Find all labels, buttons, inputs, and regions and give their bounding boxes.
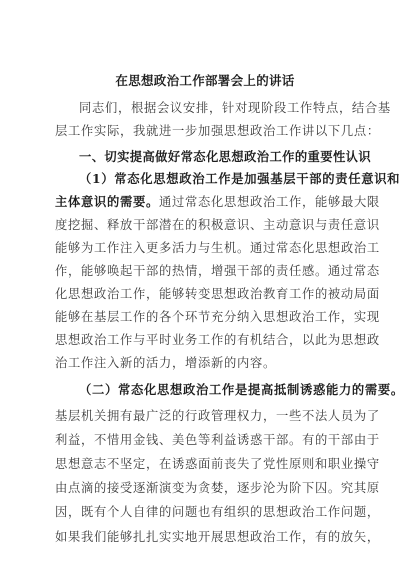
subsection-2-body-line: 如果我们能够扎扎实实地开展思想政治工作，有的放矢， (55, 530, 380, 544)
section-heading-1: 一、切实提高做好常态化思想政治工作的重要性认识 (79, 149, 372, 164)
subsection-1-body-line: 能够为工作注入更多活力与生机。通过常态化思想政治工 (55, 241, 380, 255)
subsection-1-body-line: 能够在基层工作的各个环节充分纳入思想政治工作，实现 (55, 310, 380, 324)
subsection-2-body-line: 由点滴的接受逐渐演变为贪婪，逐步沦为阶下囚。究其原 (55, 481, 380, 495)
subsection-2-body-line: 因，既有个人自律的问题也有组织的思想政治工作问题， (55, 505, 380, 519)
page-title: 在思想政治工作部署会上的讲话 (115, 73, 295, 88)
subsection-2-body-line: 思想意志不坚定，在诱惑面前丧失了党性原则和职业操守 (55, 457, 380, 471)
subsection-1-line-2 (55, 192, 380, 210)
subsection-1-heading-line-2: 主体意识的需要。 (55, 194, 159, 209)
subsection-2-body-line: 基层机关拥有最广泛的行政管理权力，一些不法人员为了 (55, 409, 380, 423)
subsection-1-body-line: 度挖掘、释放干部潜在的积极意识、主动意识与责任意识 (55, 218, 380, 232)
subsection-1-line-2-rest: 通过常态化思想政治工作，能够最大限 (158, 195, 380, 209)
subsection-1-heading-line-1: （1）常态化思想政治工作是加强基层干部的责任意识和 (79, 171, 401, 186)
intro-line-1: 同志们，根据会议安排，针对现阶段工作特点，结合基 (79, 101, 391, 115)
subsection-1-body-line: 作，能够唤起干部的热情，增强干部的责任感。通过常态 (55, 264, 380, 278)
subsection-1-body-line: 化思想政治工作，能够转变思想政治教育工作的被动局面 (55, 287, 380, 301)
subsection-2-heading: （二）常态化思想政治工作是提高抵制诱惑能力的需要。 (79, 382, 404, 397)
subsection-1-body-line: 治工作注入新的活力，增添新的内容。 (55, 356, 276, 370)
intro-line-2: 层工作实际，我就进一步加强思想政治工作讲以下几点： (55, 124, 380, 138)
subsection-2-body-line: 利益，不惜用金钱、美色等利益诱惑干部。有的干部由于 (55, 433, 380, 447)
subsection-1-body-line: 思想政治工作与平时业务工作的有机结合，以此为思想政 (55, 333, 380, 347)
